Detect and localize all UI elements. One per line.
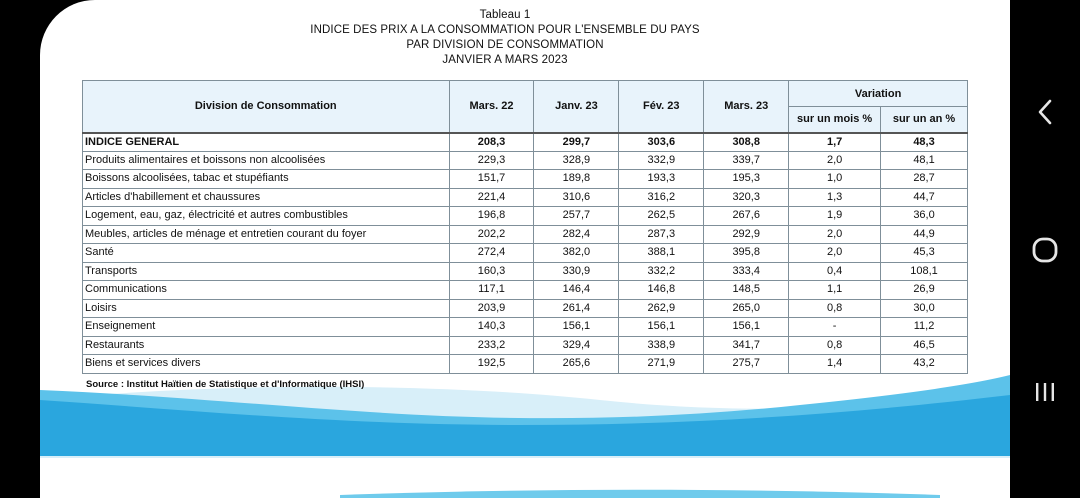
header-variation: Variation <box>789 81 968 107</box>
cell-mar23: 265,0 <box>704 299 789 318</box>
cell-var-year: 48,1 <box>881 151 968 170</box>
cell-jan23: 310,6 <box>534 188 619 207</box>
cell-mar23: 308,8 <box>704 133 789 152</box>
cell-jan23: 329,4 <box>534 336 619 355</box>
cell-var-month: 2,0 <box>789 225 881 244</box>
cell-var-month: 0,4 <box>789 262 881 281</box>
table-row <box>83 188 968 207</box>
cell-feb23: 146,8 <box>619 281 704 300</box>
cell-jan23: 156,1 <box>534 318 619 337</box>
table-row <box>83 299 968 318</box>
cell-var-year: 11,2 <box>881 318 968 337</box>
cell-mar23: 395,8 <box>704 244 789 263</box>
table-row <box>83 281 968 300</box>
header-mar23: Mars. 23 <box>704 81 789 133</box>
cell-mar23: 341,7 <box>704 336 789 355</box>
row-label: Produits alimentaires et boissons non alcoolisées <box>83 151 450 170</box>
cell-var-year: 43,2 <box>881 355 968 374</box>
row-label: INDICE GENERAL <box>83 133 450 152</box>
cell-feb23: 271,9 <box>619 355 704 374</box>
row-label: Santé <box>83 244 450 263</box>
cell-feb23: 338,9 <box>619 336 704 355</box>
table-row <box>83 225 968 244</box>
table-row <box>83 355 968 374</box>
cell-var-year: 108,1 <box>881 262 968 281</box>
cell-mar22: 196,8 <box>449 207 534 226</box>
cell-jan23: 146,4 <box>534 281 619 300</box>
cell-var-month: 1,3 <box>789 188 881 207</box>
back-button[interactable] <box>1010 92 1080 132</box>
table-row <box>83 262 968 281</box>
row-label: Articles d'habillement et chaussures <box>83 188 450 207</box>
title-line-2: PAR DIVISION DE CONSOMMATION <box>406 39 604 51</box>
row-label: Transports <box>83 262 450 281</box>
cell-mar23: 195,3 <box>704 170 789 189</box>
table-row <box>83 151 968 170</box>
cell-jan23: 330,9 <box>534 262 619 281</box>
cell-var-month: 1,1 <box>789 281 881 300</box>
home-button[interactable] <box>1010 230 1080 270</box>
cell-var-year: 44,9 <box>881 225 968 244</box>
cell-mar23: 267,6 <box>704 207 789 226</box>
row-label: Logement, eau, gaz, électricité et autres combustibles <box>83 207 450 226</box>
cell-mar23: 339,7 <box>704 151 789 170</box>
cell-jan23: 299,7 <box>534 133 619 152</box>
cell-jan23: 189,8 <box>534 170 619 189</box>
title-block <box>40 8 970 68</box>
cell-mar23: 275,7 <box>704 355 789 374</box>
cell-mar22: 202,2 <box>449 225 534 244</box>
cell-var-month: 0,8 <box>789 336 881 355</box>
cell-var-month: 2,0 <box>789 244 881 263</box>
cell-feb23: 262,9 <box>619 299 704 318</box>
cell-feb23: 388,1 <box>619 244 704 263</box>
cell-mar22: 208,3 <box>449 133 534 152</box>
cell-mar23: 156,1 <box>704 318 789 337</box>
table-row <box>83 244 968 263</box>
cell-var-month: 1,4 <box>789 355 881 374</box>
row-label: Meubles, articles de ménage et entretien courant du foyer <box>83 225 450 244</box>
cell-var-month: 1,7 <box>789 133 881 152</box>
header-var-month: sur un mois % <box>789 107 881 133</box>
cell-jan23: 257,7 <box>534 207 619 226</box>
cell-var-year: 30,0 <box>881 299 968 318</box>
cell-var-year: 46,5 <box>881 336 968 355</box>
header-jan23: Janv. 23 <box>534 81 619 133</box>
cell-mar23: 292,9 <box>704 225 789 244</box>
row-label: Communications <box>83 281 450 300</box>
cell-feb23: 303,6 <box>619 133 704 152</box>
cell-var-month: 0,8 <box>789 299 881 318</box>
cell-mar22: 233,2 <box>449 336 534 355</box>
cell-mar23: 148,5 <box>704 281 789 300</box>
cell-mar22: 160,3 <box>449 262 534 281</box>
cell-mar22: 272,4 <box>449 244 534 263</box>
cell-mar22: 192,5 <box>449 355 534 374</box>
cell-mar23: 320,3 <box>704 188 789 207</box>
table-row <box>83 336 968 355</box>
cell-var-year: 26,9 <box>881 281 968 300</box>
cpi-table <box>82 80 968 374</box>
header-feb23: Fév. 23 <box>619 81 704 133</box>
table-row <box>83 170 968 189</box>
cell-feb23: 287,3 <box>619 225 704 244</box>
table-label: Tableau 1 <box>479 9 531 21</box>
row-label: Biens et services divers <box>83 355 450 374</box>
cell-var-month: 1,0 <box>789 170 881 189</box>
back-chevron-icon <box>1036 98 1054 126</box>
table-body <box>83 133 968 374</box>
header-mar22: Mars. 22 <box>449 81 534 133</box>
cell-feb23: 156,1 <box>619 318 704 337</box>
cell-var-year: 28,7 <box>881 170 968 189</box>
home-circle-icon <box>1032 237 1058 263</box>
header-division: Division de Consommation <box>83 81 450 133</box>
row-label: Loisirs <box>83 299 450 318</box>
cell-jan23: 265,6 <box>534 355 619 374</box>
cell-jan23: 282,4 <box>534 225 619 244</box>
row-label: Restaurants <box>83 336 450 355</box>
cell-jan23: 382,0 <box>534 244 619 263</box>
cell-var-month: - <box>789 318 881 337</box>
cell-mar22: 203,9 <box>449 299 534 318</box>
recents-button[interactable] <box>1010 372 1080 412</box>
source-note: Source : Institut Haïtien de Statistique et d'Informatique (IHSI) <box>86 379 365 390</box>
cell-var-year: 45,3 <box>881 244 968 263</box>
cell-feb23: 316,2 <box>619 188 704 207</box>
cell-feb23: 332,2 <box>619 262 704 281</box>
table-row <box>83 207 968 226</box>
recents-bars-icon <box>1033 380 1057 404</box>
table-row <box>83 318 968 337</box>
cell-var-month: 1,9 <box>789 207 881 226</box>
cell-mar22: 151,7 <box>449 170 534 189</box>
table-row <box>83 133 968 152</box>
header-var-year: sur un an % <box>881 107 968 133</box>
cell-feb23: 332,9 <box>619 151 704 170</box>
cell-mar22: 140,3 <box>449 318 534 337</box>
cell-var-year: 36,0 <box>881 207 968 226</box>
cell-mar23: 333,4 <box>704 262 789 281</box>
cell-mar22: 229,3 <box>449 151 534 170</box>
cell-var-month: 2,0 <box>789 151 881 170</box>
android-nav-bar <box>1010 0 1080 498</box>
cell-var-year: 48,3 <box>881 133 968 152</box>
title-line-3: JANVIER A MARS 2023 <box>442 54 568 66</box>
row-label: Enseignement <box>83 318 450 337</box>
cell-jan23: 261,4 <box>534 299 619 318</box>
cell-var-year: 44,7 <box>881 188 968 207</box>
cell-jan23: 328,9 <box>534 151 619 170</box>
cell-feb23: 262,5 <box>619 207 704 226</box>
title-line-1: INDICE DES PRIX A LA CONSOMMATION POUR L'ENSEMBLE DU PAYS <box>310 24 700 36</box>
cell-mar22: 221,4 <box>449 188 534 207</box>
document-page <box>40 0 1010 498</box>
cell-mar22: 117,1 <box>449 281 534 300</box>
cell-feb23: 193,3 <box>619 170 704 189</box>
row-label: Boissons alcoolisées, tabac et stupéfiants <box>83 170 450 189</box>
